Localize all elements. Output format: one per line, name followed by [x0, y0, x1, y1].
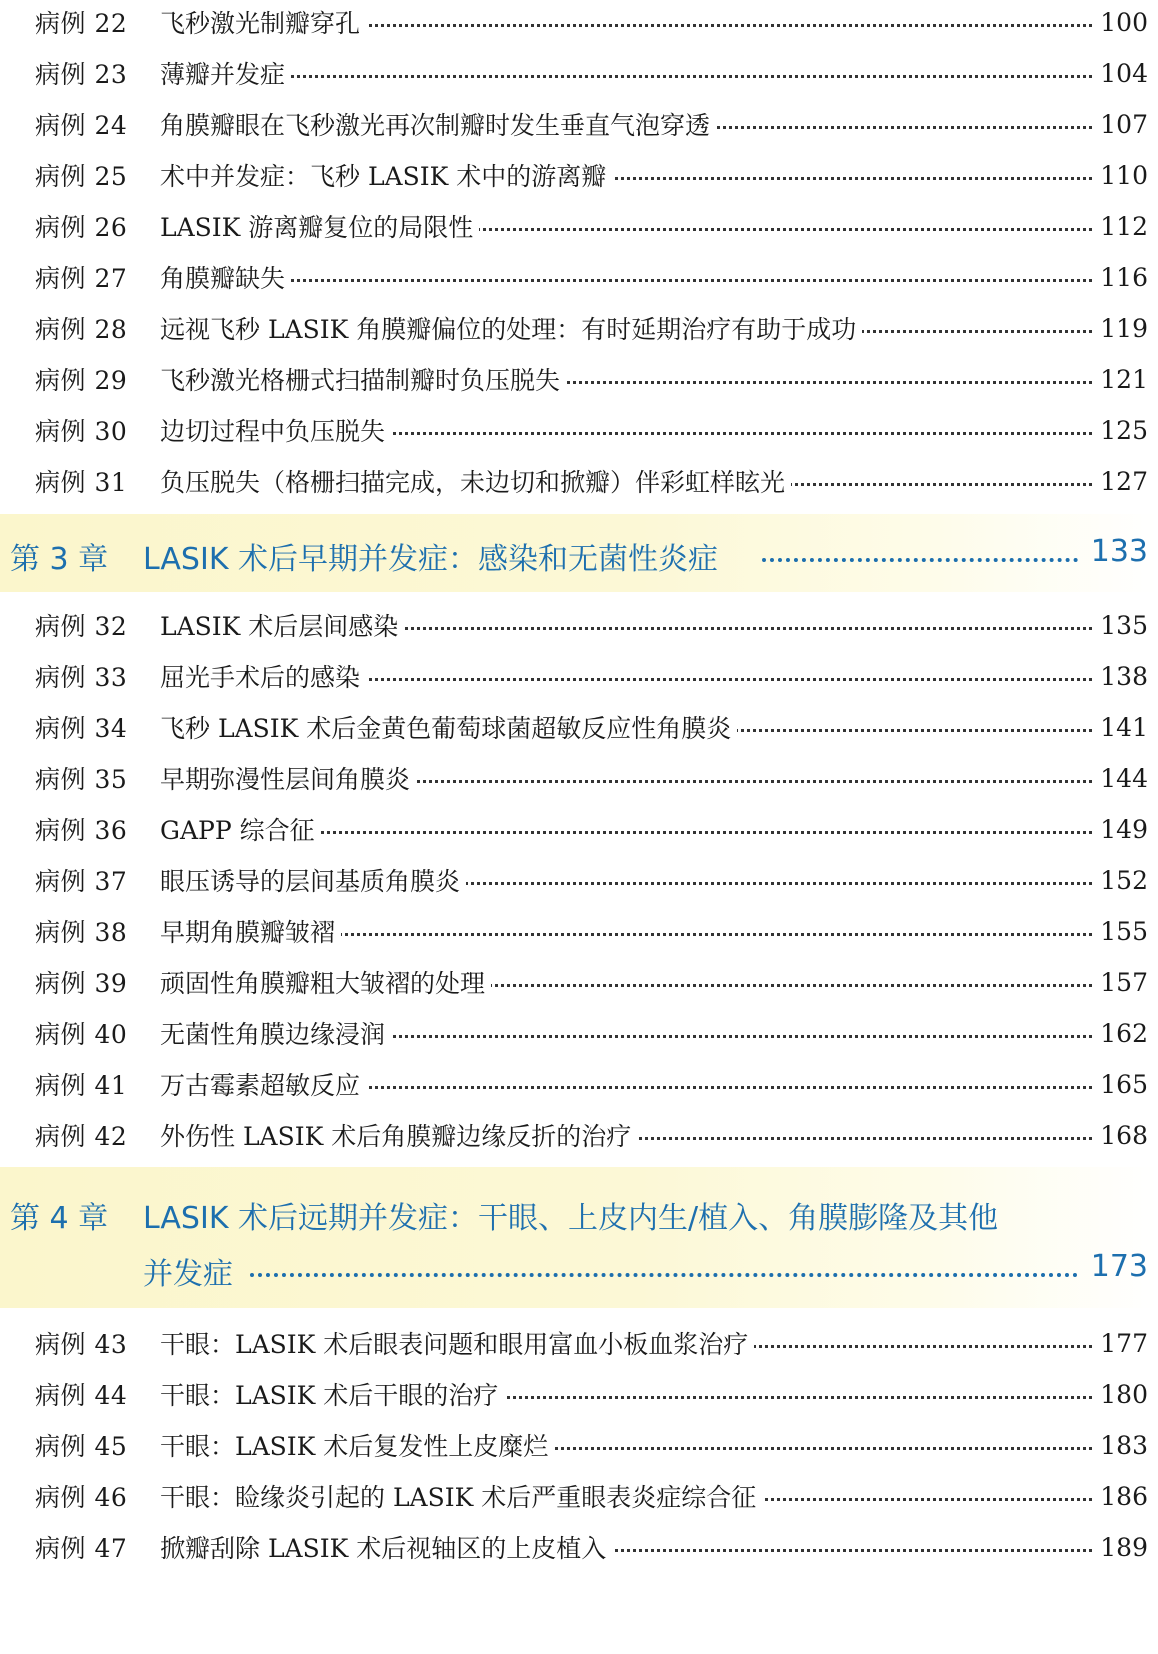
case-label: 病例 31: [35, 468, 128, 497]
case-label: 病例 26: [35, 213, 128, 242]
toc-entry[interactable]: [0, 155, 1158, 195]
page-number: 186: [1094, 1482, 1148, 1511]
case-title: 干眼：LASIK 术后干眼的治疗: [160, 1376, 504, 1412]
dot-leader: [160, 75, 1092, 78]
page-number: 116: [1094, 263, 1148, 292]
page-number: 125: [1094, 416, 1148, 445]
case-label: 病例 22: [35, 9, 128, 38]
case-label: 病例 44: [35, 1381, 128, 1410]
case-label: 病例 43: [35, 1330, 128, 1359]
case-label: 病例 39: [35, 969, 128, 998]
case-title: LASIK 术后层间感染: [160, 607, 404, 643]
case-label: 病例 25: [35, 162, 128, 191]
case-label: 病例 38: [35, 918, 128, 947]
toc-entry[interactable]: [0, 962, 1158, 1002]
toc-entry[interactable]: [0, 308, 1158, 348]
toc-entry[interactable]: [0, 1374, 1158, 1414]
case-label: 病例 34: [35, 714, 128, 743]
case-title: 边切过程中负压脱失: [160, 412, 391, 448]
page-number: 141: [1094, 713, 1148, 742]
case-label: 病例 42: [35, 1122, 128, 1151]
case-label: 病例 32: [35, 612, 128, 641]
case-title: 飞秒 LASIK 术后金黄色葡萄球菌超敏反应性角膜炎: [160, 709, 737, 745]
toc-entry[interactable]: [0, 2, 1158, 42]
case-label: 病例 47: [35, 1534, 128, 1563]
page-number: 144: [1094, 764, 1148, 793]
case-title: 干眼：睑缘炎引起的 LASIK 术后严重眼表炎症综合征: [160, 1478, 762, 1514]
toc-entry[interactable]: [0, 1013, 1158, 1053]
page-number: 152: [1094, 866, 1148, 895]
page-number: 155: [1094, 917, 1148, 946]
chapter-number: 第 4 章: [10, 1201, 109, 1236]
case-title: 掀瓣刮除 LASIK 术后视轴区的上皮植入: [160, 1529, 612, 1565]
page-number: 173: [1090, 1249, 1148, 1284]
toc-entry[interactable]: [0, 53, 1158, 93]
toc-entry[interactable]: [0, 1476, 1158, 1516]
page-number: 107: [1094, 110, 1148, 139]
case-title: 眼压诱导的层间基质角膜炎: [160, 862, 466, 898]
page-number: 157: [1094, 968, 1148, 997]
toc-entry[interactable]: [0, 656, 1158, 696]
case-title: 万古霉素超敏反应: [160, 1066, 366, 1102]
case-label: 病例 40: [35, 1020, 128, 1049]
chapter-3-heading[interactable]: [0, 514, 1158, 592]
toc-entry[interactable]: [0, 1064, 1158, 1104]
chapter-number: 第 3 章: [10, 542, 109, 577]
page-number: 138: [1094, 662, 1148, 691]
toc-entry[interactable]: [0, 860, 1158, 900]
page-number: 149: [1094, 815, 1148, 844]
dot-leader: [160, 279, 1092, 282]
toc-entry[interactable]: [0, 1323, 1158, 1363]
chapter-title-line-1: LASIK 术后远期并发症：干眼、上皮内生/植入、角膜膨隆及其他: [143, 1201, 999, 1236]
page-number: 100: [1094, 8, 1148, 37]
page-number: 183: [1094, 1431, 1148, 1460]
case-title: 干眼：LASIK 术后眼表问题和眼用富血小板血浆治疗: [160, 1325, 754, 1361]
page-number: 133: [1090, 534, 1148, 569]
case-title: 无菌性角膜边缘浸润: [160, 1015, 391, 1051]
toc-entry[interactable]: [0, 359, 1158, 399]
case-title: 术中并发症：飞秒 LASIK 术中的游离瓣: [160, 157, 612, 193]
case-title: 早期角膜瓣皱褶: [160, 913, 341, 949]
page-number: 168: [1094, 1121, 1148, 1150]
chapter-4-heading[interactable]: [0, 1167, 1158, 1308]
case-label: 病例 28: [35, 315, 128, 344]
case-label: 病例 24: [35, 111, 128, 140]
page-number: 127: [1094, 467, 1148, 496]
case-label: 病例 41: [35, 1071, 128, 1100]
chapter-title: LASIK 术后早期并发症：感染和无菌性炎症: [143, 542, 719, 577]
page-number: 162: [1094, 1019, 1148, 1048]
page-number: 121: [1094, 365, 1148, 394]
case-title: 外伤性 LASIK 术后角膜瓣边缘反折的治疗: [160, 1117, 637, 1153]
page-number: 135: [1094, 611, 1148, 640]
toc-entry[interactable]: [0, 206, 1158, 246]
page-number: 104: [1094, 59, 1148, 88]
toc-entry[interactable]: [0, 410, 1158, 450]
case-title: 屈光手术后的感染: [160, 658, 366, 694]
chapter-title-line-2: 并发症: [143, 1257, 233, 1292]
toc-entry[interactable]: [0, 605, 1158, 645]
page-number: 180: [1094, 1380, 1148, 1409]
case-label: 病例 27: [35, 264, 128, 293]
case-label: 病例 45: [35, 1432, 128, 1461]
toc-entry[interactable]: [0, 911, 1158, 951]
case-label: 病例 37: [35, 867, 128, 896]
case-label: 病例 33: [35, 663, 128, 692]
case-title: 角膜瓣眼在飞秒激光再次制瓣时发生垂直气泡穿透: [160, 106, 716, 142]
page-number: 177: [1094, 1329, 1148, 1358]
case-title: 角膜瓣缺失: [160, 259, 291, 295]
case-title: 飞秒激光格栅式扫描制瓣时负压脱失: [160, 361, 566, 397]
toc-entry[interactable]: [0, 707, 1158, 747]
case-label: 病例 23: [35, 60, 128, 89]
case-label: 病例 35: [35, 765, 128, 794]
dot-leader: [250, 1273, 1078, 1277]
dot-leader: [762, 558, 1078, 562]
toc-entry[interactable]: [0, 1425, 1158, 1465]
toc-entry[interactable]: [0, 257, 1158, 297]
case-title: 负压脱失（格栅扫描完成，未边切和掀瓣）伴彩虹样眩光: [160, 463, 791, 499]
case-label: 病例 30: [35, 417, 128, 446]
toc-entry[interactable]: [0, 1527, 1158, 1567]
case-title: 早期弥漫性层间角膜炎: [160, 760, 416, 796]
case-label: 病例 36: [35, 816, 128, 845]
page-number: 112: [1094, 212, 1148, 241]
case-label: 病例 29: [35, 366, 128, 395]
toc-entry[interactable]: [0, 758, 1158, 798]
page-number: 119: [1094, 314, 1148, 343]
toc-entry[interactable]: [0, 461, 1158, 501]
case-title: LASIK 游离瓣复位的局限性: [160, 208, 479, 244]
toc-entry[interactable]: [0, 104, 1158, 144]
toc-entry[interactable]: [0, 809, 1158, 849]
case-title: 远视飞秒 LASIK 角膜瓣偏位的处理：有时延期治疗有助于成功: [160, 310, 862, 346]
case-title: 薄瓣并发症: [160, 55, 291, 91]
case-title: GAPP 综合征: [160, 811, 321, 847]
page-number: 110: [1094, 161, 1148, 190]
case-title: 顽固性角膜瓣粗大皱褶的处理: [160, 964, 491, 1000]
case-title: 干眼：LASIK 术后复发性上皮糜烂: [160, 1427, 554, 1463]
toc-entry[interactable]: [0, 1115, 1158, 1155]
case-label: 病例 46: [35, 1483, 128, 1512]
page-number: 189: [1094, 1533, 1148, 1562]
case-title: 飞秒激光制瓣穿孔: [160, 4, 366, 40]
page-number: 165: [1094, 1070, 1148, 1099]
